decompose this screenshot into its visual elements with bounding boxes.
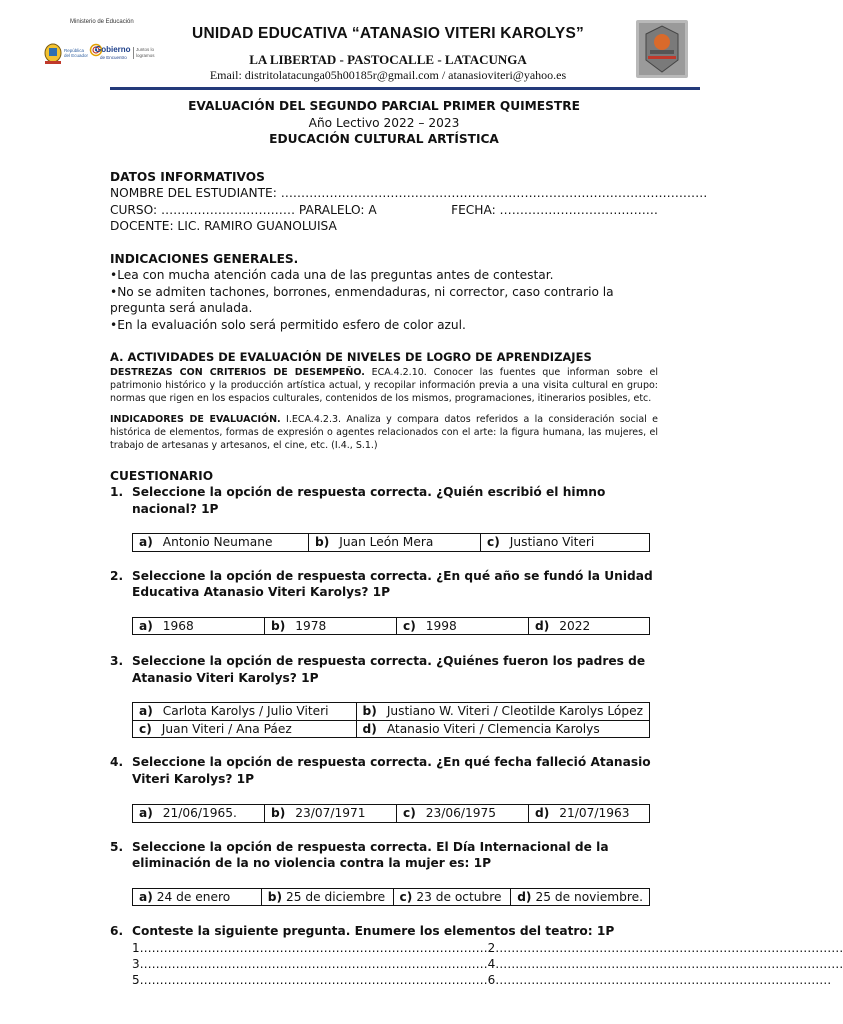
question-number: 1. xyxy=(110,485,124,499)
government-brand-sub: de Encuentro xyxy=(100,55,127,60)
option-c[interactable] xyxy=(393,888,511,906)
option-letter: c) xyxy=(403,618,416,633)
exam-subject: EDUCACIÓN CULTURAL ARTÍSTICA xyxy=(269,132,499,146)
option-letter: c) xyxy=(399,889,413,904)
option-c[interactable] xyxy=(397,617,529,635)
question-text: Seleccione la opción de respuesta correcta. ¿Quién escribió el himno nacional? 1P xyxy=(132,485,606,516)
option-text: 25 de noviembre. xyxy=(535,889,643,904)
option-text: Carlota Karolys / Julio Viteri xyxy=(162,704,329,718)
option-text: 23 de octubre xyxy=(416,889,502,904)
options-table xyxy=(132,702,650,738)
option-letter: b) xyxy=(267,889,283,904)
option-letter: a) xyxy=(139,806,153,820)
course-row xyxy=(110,202,658,219)
school-location: LA LIBERTAD - PASTOCALLE - LATACUNGA xyxy=(249,52,527,67)
option-text: 1968 xyxy=(162,618,194,633)
skills-paragraph xyxy=(110,366,658,405)
option-text: Juan Viteri / Ana Páez xyxy=(161,721,292,736)
option-text: Juan León Mera xyxy=(339,535,434,549)
option-d[interactable] xyxy=(511,888,650,906)
exam-title: EVALUACIÓN DEL SEGUNDO PARCIAL PRIMER QUIMESTRE xyxy=(188,99,580,113)
question-text: Seleccione la opción de respuesta correcta. El Día Internacional de la eliminación de la no violencia contra la mujer es: 1P xyxy=(132,839,609,870)
option-text: 23/07/1971 xyxy=(295,806,366,820)
option-letter: b) xyxy=(271,806,286,820)
teacher-field: DOCENTE: LIC. RAMIRO GUANOLUISA xyxy=(110,219,337,233)
school-email: Email: distritolatacunga05h00185r@gmail.com / atanasioviteri@yahoo.es xyxy=(209,68,567,82)
option-c[interactable] xyxy=(133,720,357,738)
option-a[interactable] xyxy=(133,703,357,721)
info-heading: DATOS INFORMATIVOS xyxy=(110,169,265,184)
school-title: UNIDAD EDUCATIVA “ATANASIO VITERI KAROLYS” xyxy=(192,25,584,42)
question-number: 4. xyxy=(110,755,124,769)
question-number: 5. xyxy=(110,839,124,854)
options-table xyxy=(132,804,650,823)
option-b[interactable] xyxy=(356,703,649,721)
exam-document xyxy=(110,98,843,988)
option-text: 24 de enero xyxy=(156,889,231,904)
answer-line[interactable]: 3……………………………………………………………………………4…………………………………………………………………………… xyxy=(132,956,843,971)
instruction-item: •Lea con mucha atención cada una de las preguntas antes de contestar. xyxy=(110,268,554,282)
option-letter: a) xyxy=(139,889,153,904)
option-text: 2022 xyxy=(559,618,591,633)
skills-text: ECA.4.2.10. Conocer las fuentes que informan sobre el patrimonio histórico y la producción artística actual, y recopilar información previa a una visita cultural en grupo: normas que rigen en los espacios culturales, contenidos de los mismos, programaciones, itinerarios posibles, etc. xyxy=(110,366,658,404)
indicators-text: I.ECA.4.2.3. Analiza y compara datos referidos a la consideración social e histórica de elementos, formas de expresión o agentes relacionados con el arte: la figura humana, las mujeres, el trabajo de artesanas y artesanos, el cine, etc. (I.4., S.1.) xyxy=(110,413,658,451)
option-c[interactable] xyxy=(397,805,529,823)
option-d[interactable] xyxy=(529,805,650,823)
option-letter: a) xyxy=(139,704,153,718)
republic-label: República del Ecuador xyxy=(64,48,89,58)
option-a[interactable] xyxy=(133,805,265,823)
answer-line[interactable]: 1……………………………………………………………………………2…………………………………………………………………………… xyxy=(132,940,843,955)
section-a-heading: A. ACTIVIDADES DE EVALUACIÓN DE NIVELES DE LOGRO DE APRENDIZAJES xyxy=(110,350,592,364)
skills-label: DESTREZAS CON CRITERIOS DE DESEMPEÑO. xyxy=(110,366,365,378)
option-letter: b) xyxy=(315,535,330,549)
answer-line[interactable]: 5……………………………………………………………………………6………………………………………………………………………… xyxy=(132,972,832,987)
option-d[interactable] xyxy=(356,720,649,738)
options-table xyxy=(132,888,650,907)
question-6 xyxy=(110,923,658,940)
indicators-paragraph xyxy=(110,413,658,452)
header-divider xyxy=(110,87,700,90)
date-field: FECHA: ………………………………… xyxy=(451,202,658,217)
option-letter: d) xyxy=(362,721,377,736)
option-letter: d) xyxy=(535,806,550,820)
option-letter: a) xyxy=(139,618,153,633)
option-text: 1998 xyxy=(425,618,457,633)
questionnaire-heading: CUESTIONARIO xyxy=(110,468,214,483)
option-text: Atanasio Viteri / Clemencia Karolys xyxy=(386,721,600,736)
question-number: 3. xyxy=(110,654,124,668)
ministry-label: Ministerio de Educación xyxy=(70,19,134,25)
question-number: 2. xyxy=(110,568,124,583)
option-b[interactable] xyxy=(265,805,397,823)
question-2 xyxy=(110,568,658,601)
exam-year: Año Lectivo 2022 – 2023 xyxy=(308,115,460,130)
question-text: Seleccione la opción de respuesta correcta. ¿En qué fecha falleció Atanasio Viteri Karolys? 1P xyxy=(132,755,651,786)
student-name-field: NOMBRE DEL ESTUDIANTE: …………………………………………………………………………………………… xyxy=(110,186,708,200)
question-5 xyxy=(110,839,658,872)
letterhead xyxy=(0,0,768,92)
government-brand: Gobierno xyxy=(95,45,131,54)
government-slogan: Juntos lo logramos xyxy=(133,47,161,59)
question-number: 6. xyxy=(110,924,124,938)
option-letter: d) xyxy=(535,618,550,633)
option-text: 21/07/1963 xyxy=(559,806,630,820)
indicators-label: INDICADORES DE EVALUACIÓN. xyxy=(110,413,281,425)
option-text: 1978 xyxy=(295,618,327,633)
option-a[interactable] xyxy=(133,534,309,552)
option-b[interactable] xyxy=(261,888,393,906)
option-b[interactable] xyxy=(265,617,397,635)
options-table xyxy=(132,533,650,552)
option-letter: b) xyxy=(362,704,377,718)
question-text: Seleccione la opción de respuesta correcta. ¿En qué año se fundó la Unidad Educativa Atanasio Viteri Karolys? 1P xyxy=(132,568,653,599)
options-table xyxy=(132,617,650,636)
option-letter: c) xyxy=(403,806,416,820)
school-crest-icon xyxy=(636,20,688,78)
option-text: Antonio Neumane xyxy=(162,535,273,549)
question-1 xyxy=(110,484,658,517)
question-text: Seleccione la opción de respuesta correcta. ¿Quiénes fueron los padres de Atanasio Viteri Karolys? 1P xyxy=(132,654,646,685)
option-letter: b) xyxy=(271,618,286,633)
option-b[interactable] xyxy=(309,534,481,552)
question-4 xyxy=(110,754,658,787)
option-text: Justiano Viteri xyxy=(509,535,595,549)
option-text: 25 de diciembre xyxy=(286,889,386,904)
option-c[interactable] xyxy=(481,534,650,552)
option-letter: c) xyxy=(487,535,500,549)
option-a[interactable] xyxy=(133,888,262,906)
option-text: Justiano W. Viteri / Cleotilde Karolys López xyxy=(386,704,643,718)
question-text: Conteste la siguiente pregunta. Enumere los elementos del teatro: 1P xyxy=(132,924,615,938)
instruction-item: •En la evaluación solo será permitido esfero de color azul. xyxy=(110,317,466,332)
option-a[interactable] xyxy=(133,617,265,635)
question-3 xyxy=(110,653,658,686)
option-letter: c) xyxy=(139,721,152,736)
option-d[interactable] xyxy=(529,617,650,635)
option-letter: a) xyxy=(139,535,153,549)
option-letter: d) xyxy=(517,889,532,904)
instruction-item: •No se admiten tachones, borrones, enmendaduras, ni corrector, caso contrario la pregunta será anulada. xyxy=(110,284,614,315)
ecuador-seal-icon xyxy=(42,42,64,66)
option-text: 23/06/1975 xyxy=(425,806,497,820)
course-field: CURSO: …………………………… PARALELO: A xyxy=(110,202,377,217)
instructions-heading: INDICACIONES GENERALES. xyxy=(110,251,299,266)
option-text: 21/06/1965. xyxy=(162,806,237,820)
